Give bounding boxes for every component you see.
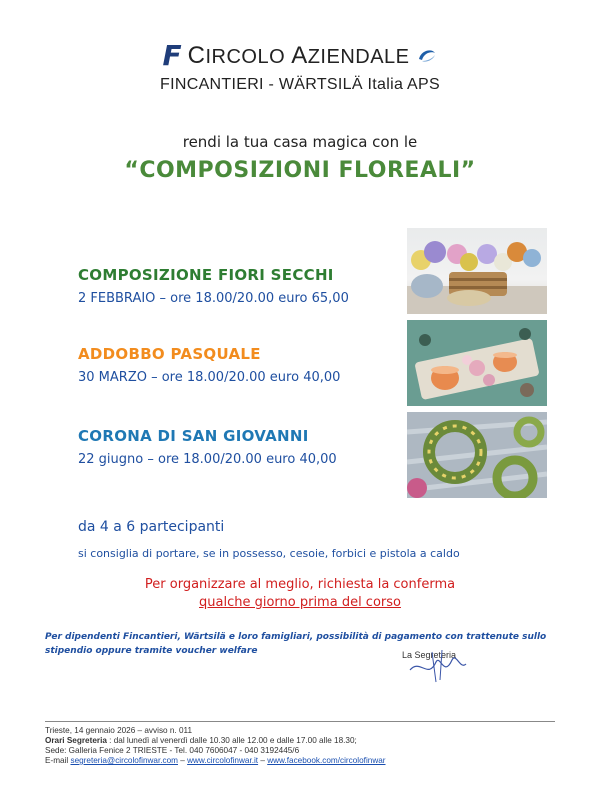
confirmation-notice — [0, 576, 600, 612]
wreath-photo — [407, 412, 547, 498]
event-title: ADDOBBO PASQUALE — [78, 345, 261, 363]
office-address: Sede: Galleria Fenice 2 TRIESTE - Tel. 040 7606047 - 040 3192445/6 — [45, 746, 300, 755]
event-title: COMPOSIZIONE FIORI SECCHI — [78, 266, 334, 284]
dried-flowers-photo — [407, 228, 547, 314]
event-fiori-secchi — [78, 266, 349, 306]
tools-advice: si consiglia di portare, se in possesso, cesoie, forbici e pistola a caldo — [78, 547, 460, 560]
footer-divider — [45, 721, 555, 722]
letterhead — [0, 39, 600, 94]
office-hours: Orari Segreteria : dal lunedì al venerdì dalle 10.30 alle 12.00 e dalle 17.00 alle 18.30; — [45, 736, 357, 745]
payment-note: Per dipendenti Fincantieri, Wärtsilä e loro famigliari, possibilità di pagamento con trattenute sullo stipendio oppure tramite voucher welfare — [45, 632, 547, 656]
email-link[interactable]: segreteria@circolofinwar.com — [70, 756, 178, 765]
website-link[interactable]: www.circolofinwar.it — [187, 756, 259, 765]
contact-links: E-mail segreteria@circolofinwar.com – www.circolofinwar.it – www.facebook.com/circolofinwar — [45, 756, 386, 765]
event-corona-san-giovanni — [78, 427, 337, 467]
org-subname: FINCANTIERI - WÄRTSILÄ Italia APS — [160, 76, 440, 93]
swirl-logo-icon — [416, 47, 438, 65]
confirm-line-2: qualche giorno prima del corso — [199, 595, 401, 610]
event-detail: 2 FEBBRAIO – ore 18.00/20.00 euro 65,00 — [78, 291, 349, 306]
tagline: rendi la tua casa magica con le — [182, 133, 418, 151]
circolo-logo-letter: F — [162, 39, 182, 72]
easter-decoration-photo — [407, 320, 547, 406]
notice-date: Trieste, 14 gennaio 2026 – avviso n. 011 — [45, 726, 193, 735]
event-title: CORONA DI SAN GIOVANNI — [78, 427, 309, 445]
handwritten-signature — [402, 640, 472, 685]
org-name: CIRCOLO AZIENDALE — [187, 42, 410, 69]
logo-line — [162, 39, 437, 72]
participants-info: da 4 a 6 partecipanti — [78, 519, 225, 535]
segreteria-label: La Segreteria — [402, 650, 457, 660]
confirm-line-1: Per organizzare al meglio, richiesta la conferma — [144, 577, 456, 592]
event-detail: 30 MARZO – ore 18.00/20.00 euro 40,00 — [78, 370, 341, 385]
footer — [45, 726, 565, 766]
headline: “COMPOSIZIONI FLOREALI” — [124, 158, 476, 183]
event-addobbo-pasquale — [78, 345, 340, 385]
facebook-link[interactable]: www.facebook.com/circolofinwar — [267, 756, 386, 765]
event-detail: 22 giugno – ore 18.00/20.00 euro 40,00 — [78, 452, 337, 467]
